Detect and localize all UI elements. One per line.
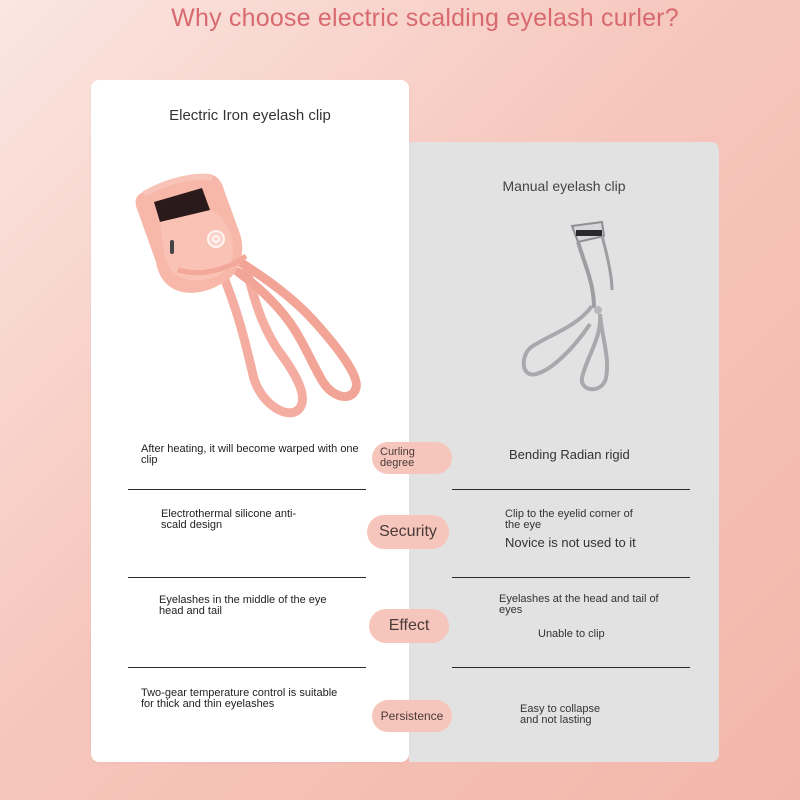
electric-eyelash-curler-icon	[128, 170, 368, 430]
electric-effect-text: Eyelashes in the middle of the eye head and tail	[159, 594, 327, 617]
manual-eyelash-curler-icon	[516, 218, 626, 398]
electric-persistence-text: Two-gear temperature control is suitable for thick and thin eyelashes	[141, 687, 338, 710]
headline: Why choose electric scalding eyelash curler?	[171, 4, 679, 32]
manual-column-title: Manual eyelash clip	[502, 178, 626, 194]
manual-security-text-2: Novice is not used to it	[505, 535, 636, 550]
manual-effect-text-1: Eyelashes at the head and tail of eyes	[499, 593, 659, 616]
divider-right-1	[452, 489, 690, 490]
manual-effect-text-2: Unable to clip	[538, 628, 605, 640]
divider-right-2	[452, 577, 690, 578]
divider-left-3	[128, 667, 366, 668]
electric-column-title: Electric Iron eyelash clip	[169, 107, 331, 124]
criterion-security: Security	[367, 515, 449, 549]
manual-security-text-1: Clip to the eyelid corner of the eye	[505, 508, 633, 531]
electric-curling-text: After heating, it will become warped with one clip	[141, 443, 359, 466]
criterion-persistence: Persistence	[372, 700, 452, 732]
criterion-effect: Effect	[369, 609, 449, 643]
manual-persistence-text: Easy to collapse and not lasting	[520, 703, 601, 726]
divider-left-1	[128, 489, 366, 490]
manual-curling-text: Bending Radian rigid	[509, 447, 630, 462]
electric-security-text: Electrothermal silicone anti-scald design	[161, 508, 297, 531]
divider-right-3	[452, 667, 690, 668]
criterion-curling-degree: Curling degree	[372, 442, 452, 474]
divider-left-2	[128, 577, 366, 578]
